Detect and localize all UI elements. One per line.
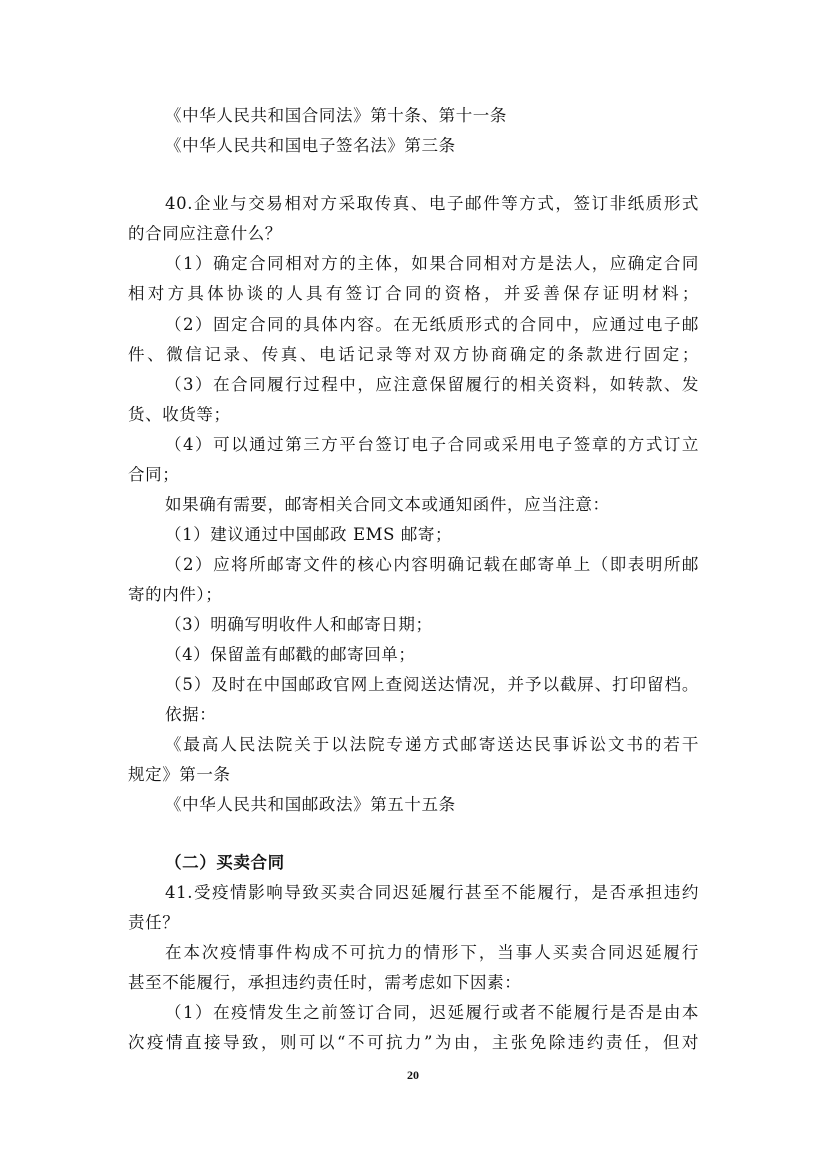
mailing-item-2-cont: 寄的内件）； bbox=[128, 585, 223, 604]
paragraph-item-2: （2）固定合同的具体内容。在无纸质形式的合同中，应通过电子邮 bbox=[165, 315, 699, 334]
section-heading-sales-contract: （二）买卖合同 bbox=[165, 853, 285, 872]
paragraph-item-1: （1）确定合同相对方的主体，如果合同相对方是法人，应确定合同 bbox=[165, 254, 699, 273]
mailing-intro: 如果确有需要，邮寄相关合同文本或通知函件，应当注意： bbox=[165, 495, 610, 514]
page-number: 20 bbox=[407, 1068, 419, 1082]
mailing-item-2: （2）应将所邮寄文件的核心内容明确记载在邮寄单上（即表明所邮 bbox=[165, 555, 699, 574]
question-41-title: 41.受疫情影响导致买卖合同迟延履行甚至不能履行，是否承担违约 bbox=[165, 883, 699, 902]
mailing-item-4: （4）保留盖有邮戳的邮寄回单； bbox=[165, 645, 416, 664]
question-41-title-cont: 责任？ bbox=[128, 913, 180, 932]
question-41-item-1-cont: 次疫情直接导致，则可以“不可抗力”为由，主张免除违约责任，但对 bbox=[128, 1033, 699, 1052]
paragraph-item-3-cont: 货、收货等； bbox=[128, 405, 231, 424]
question-41-item-1: （1）在疫情发生之前签订合同，迟延履行或者不能履行是否是由本 bbox=[165, 1003, 699, 1022]
question-40-title: 40.企业与交易相对方采取传真、电子邮件等方式，签订非纸质形式 bbox=[165, 194, 699, 213]
question-41-body: 在本次疫情事件构成不可抗力的情形下，当事人买卖合同迟延履行 bbox=[165, 943, 699, 962]
question-41-body-cont: 甚至不能履行，承担违约责任时，需考虑如下因素： bbox=[128, 973, 522, 992]
mailing-item-1: （1）建议通过中国邮政 EMS 邮寄； bbox=[165, 525, 453, 544]
basis-label: 依据： bbox=[165, 705, 217, 724]
citation-contract-law: 《中华人民共和国合同法》第十条、第十一条 bbox=[165, 106, 507, 125]
citation-supreme-court-rules: 《最高人民法院关于以法院专递方式邮寄送达民事诉讼文书的若干 bbox=[165, 735, 699, 754]
mailing-item-5: （5）及时在中国邮政官网上查阅送达情况，并予以截屏、打印留档。 bbox=[165, 675, 699, 694]
citation-e-signature-law: 《中华人民共和国电子签名法》第三条 bbox=[165, 136, 456, 155]
paragraph-item-2-cont: 件、微信记录、传真、电话记录等对双方协商确定的条款进行固定； bbox=[128, 345, 699, 364]
paragraph-item-4-cont: 合同； bbox=[128, 465, 180, 484]
citation-supreme-court-rules-cont: 规定》第一条 bbox=[128, 765, 231, 784]
paragraph-item-3: （3）在合同履行过程中，应注意保留履行的相关资料，如转款、发 bbox=[165, 375, 699, 394]
citation-postal-law: 《中华人民共和国邮政法》第五十五条 bbox=[165, 795, 456, 814]
question-40-title-cont: 的合同应注意什么？ bbox=[128, 224, 282, 243]
mailing-item-3: （3）明确写明收件人和邮寄日期； bbox=[165, 615, 433, 634]
paragraph-item-4: （4）可以通过第三方平台签订电子合同或采用电子签章的方式订立 bbox=[165, 435, 699, 454]
paragraph-item-1-cont: 相对方具体协谈的人具有签订合同的资格，并妥善保存证明材料； bbox=[128, 284, 699, 303]
